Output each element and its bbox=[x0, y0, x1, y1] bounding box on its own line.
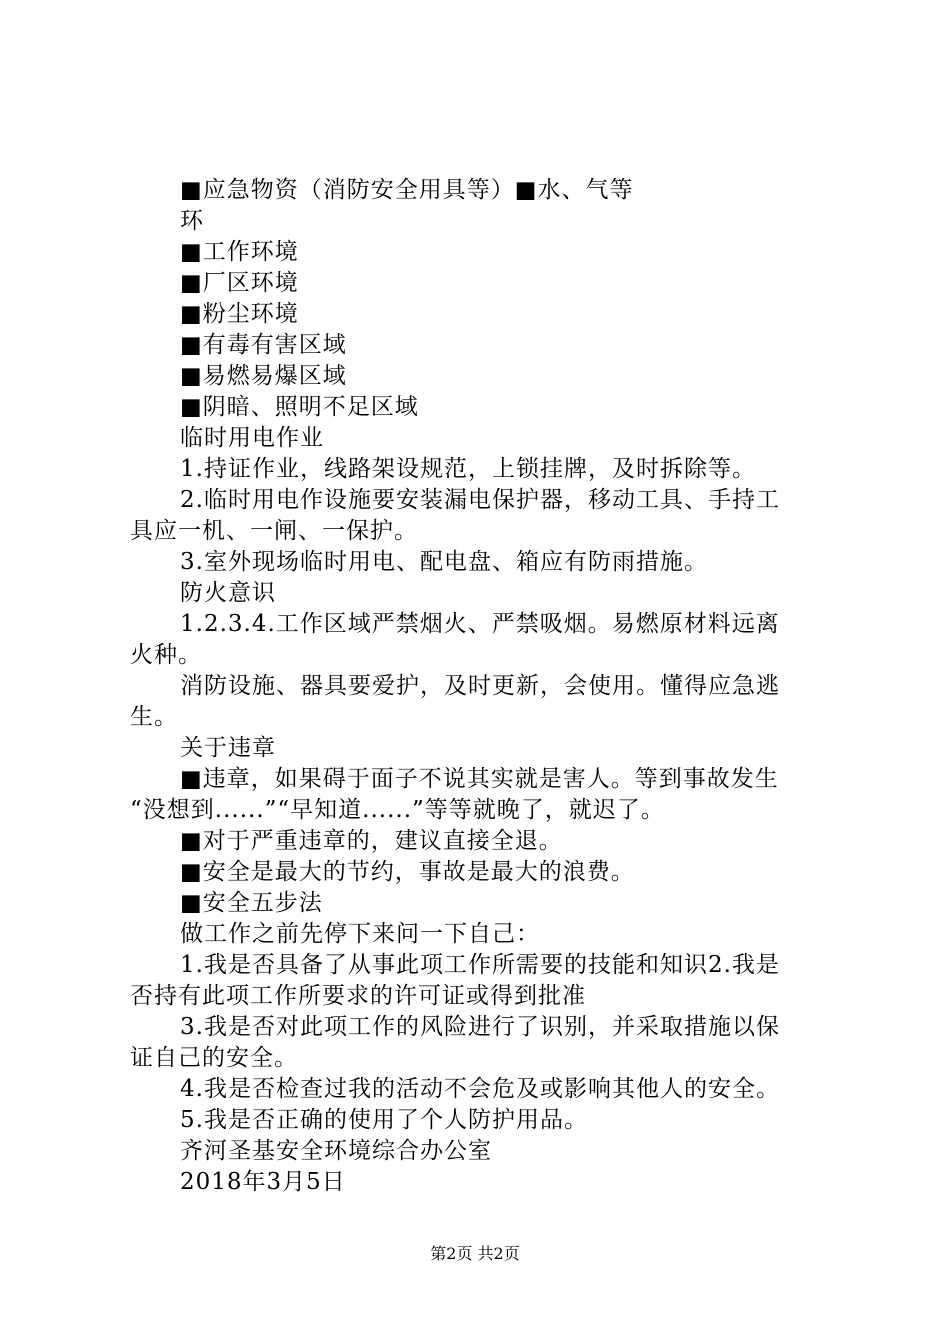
text-line: ■厂区环境 bbox=[180, 270, 299, 296]
text-line: 火种。 bbox=[130, 642, 202, 668]
section-heading: 临时用电作业 bbox=[180, 425, 324, 451]
text-line: 3.我是否对此项工作的风险进行了识别，并采取措施以保 bbox=[180, 1014, 780, 1040]
text-line: ■易燃易爆区域 bbox=[180, 363, 347, 389]
text-line: ■对于严重违章的，建议直接全退。 bbox=[180, 828, 563, 854]
text-line: 做工作之前先停下来问一下自己： bbox=[180, 921, 540, 947]
text-line: ■安全五步法 bbox=[180, 890, 323, 916]
section-heading: 防火意识 bbox=[180, 580, 276, 606]
text-line: ■有毒有害区域 bbox=[180, 332, 347, 358]
text-line: 消防设施、器具要爱护，及时更新，会使用。懂得应急逃 bbox=[180, 673, 780, 699]
text-line: 证自己的安全。 bbox=[130, 1045, 298, 1071]
text-line: 否持有此项工作所要求的许可证或得到批准 bbox=[130, 983, 586, 1009]
text-line: ■工作环境 bbox=[180, 239, 299, 265]
text-line: ■阴暗、照明不足区域 bbox=[180, 394, 419, 420]
text-line: ■应急物资（消防安全用具等）■水、气等 bbox=[180, 177, 634, 203]
text-line: 生。 bbox=[130, 704, 178, 730]
text-line: 5.我是否正确的使用了个人防护用品。 bbox=[180, 1107, 588, 1133]
text-line: 1.2.3.4.工作区域严禁烟火、严禁吸烟。易燃原材料远离 bbox=[180, 611, 780, 637]
text-line: ■粉尘环境 bbox=[180, 301, 299, 327]
document-body bbox=[0, 175, 950, 1198]
text-line: “没想到......”“早知道......”等等就晚了，就迟了。 bbox=[130, 797, 665, 823]
signature-date: 2018年3月5日 bbox=[180, 1169, 346, 1195]
text-line: 环 bbox=[180, 208, 204, 234]
section-heading: 关于违章 bbox=[180, 735, 276, 761]
page-footer bbox=[0, 1242, 950, 1266]
text-line: 具应一机、一闸、一保护。 bbox=[130, 518, 418, 544]
text-line: ■违章，如果碍于面子不说其实就是害人。等到事故发生 bbox=[180, 766, 779, 792]
signature-organization: 齐河圣基安全环境综合办公室 bbox=[180, 1138, 492, 1164]
text-line: 1.我是否具备了从事此项工作所需要的技能和知识2.我是 bbox=[180, 952, 780, 978]
text-line: 2.临时用电作设施要安装漏电保护器，移动工具、手持工 bbox=[180, 487, 780, 513]
text-line: 4.我是否检查过我的活动不会危及或影响其他人的安全。 bbox=[180, 1076, 780, 1102]
text-line: ■安全是最大的节约，事故是最大的浪费。 bbox=[180, 859, 635, 885]
text-line: 1.持证作业，线路架设规范，上锁挂牌，及时拆除等。 bbox=[180, 456, 756, 482]
page-number: 第2页 共2页 bbox=[430, 1244, 520, 1263]
text-line: 3.室外现场临时用电、配电盘、箱应有防雨措施。 bbox=[180, 549, 708, 575]
